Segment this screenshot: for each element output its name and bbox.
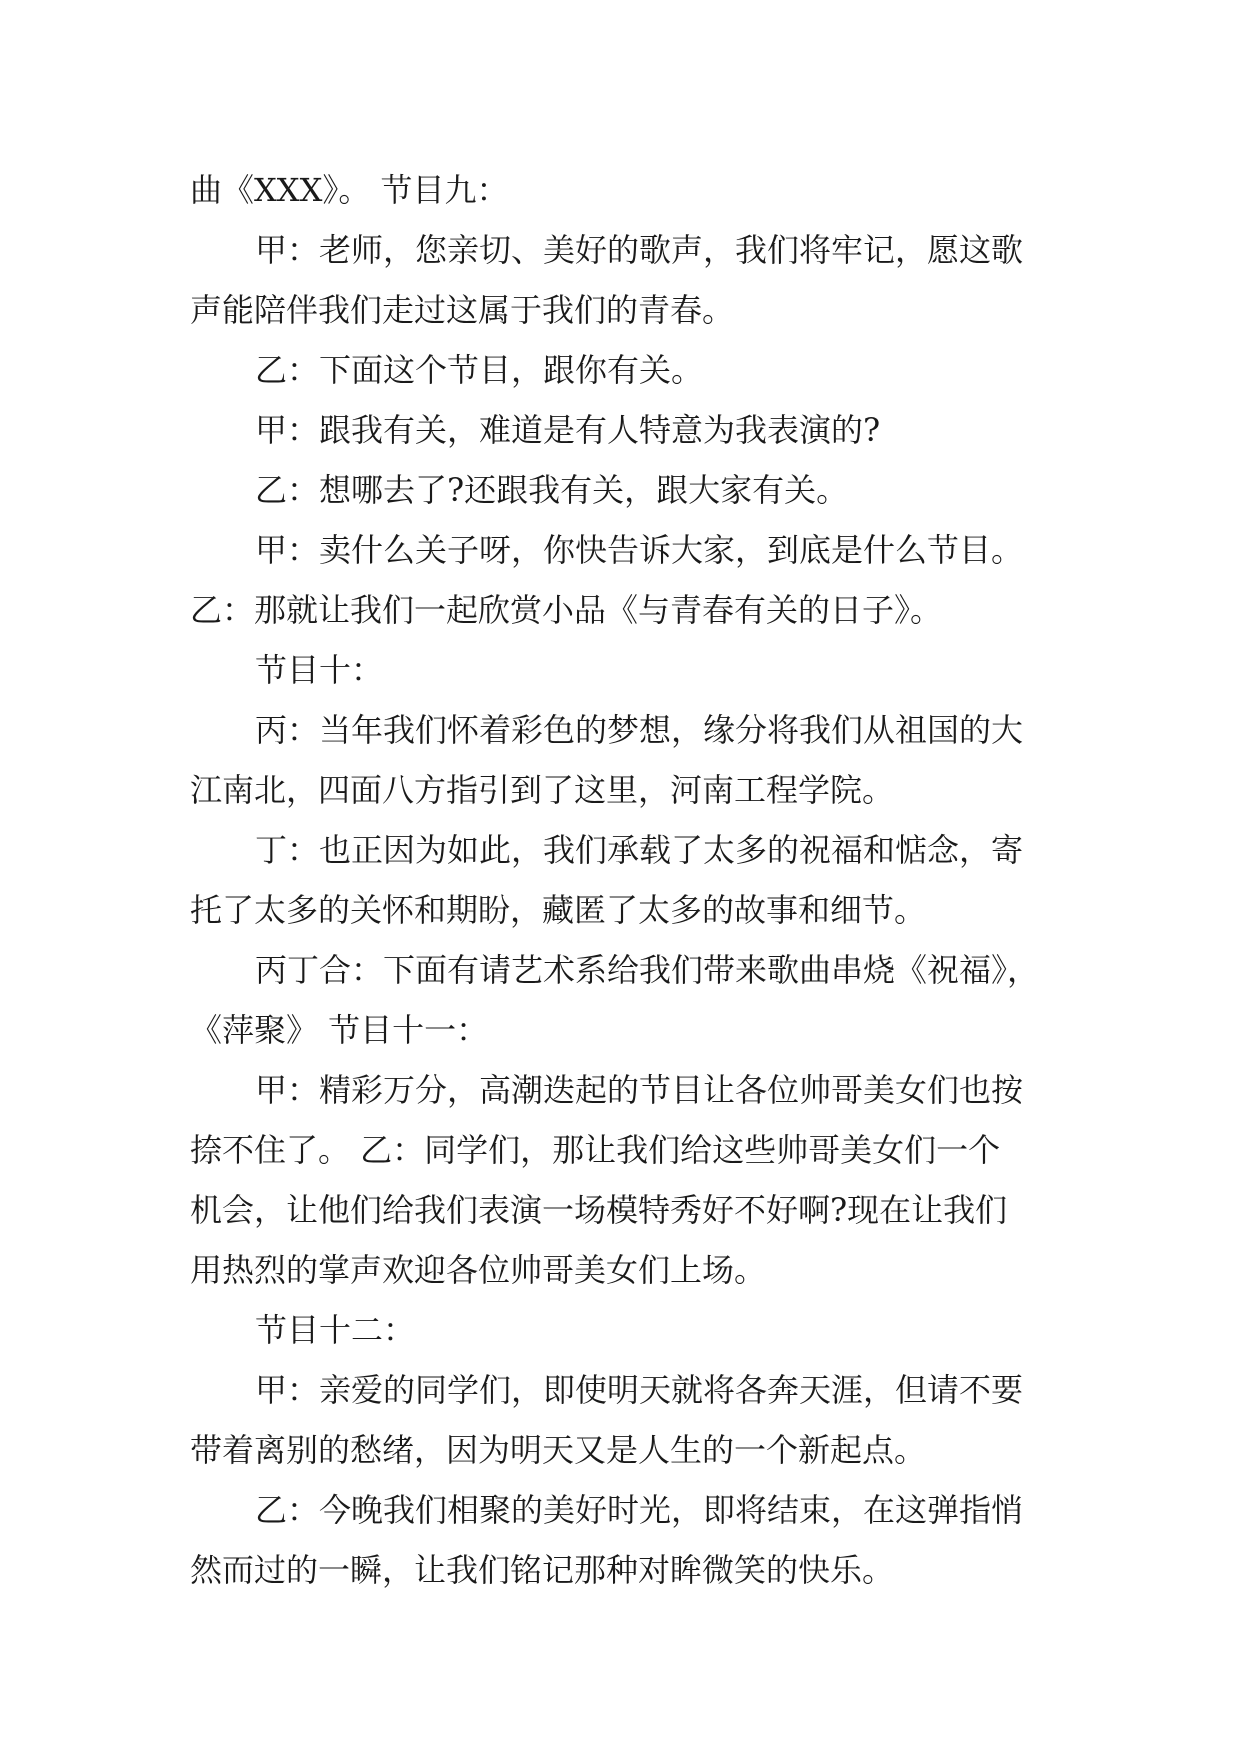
text-line: 丙：当年我们怀着彩色的梦想，缘分将我们从祖国的大	[255, 711, 1024, 749]
text-line: 甲：卖什么关子呀，你快告诉大家，到底是什么节目。	[255, 531, 1024, 569]
document-body	[190, 160, 1090, 1600]
text-line: 节目十：	[255, 651, 384, 689]
text-line: 用热烈的掌声欢迎各位帅哥美女们上场。	[190, 1251, 767, 1289]
text-line: 声能陪伴我们走过这属于我们的青春。	[190, 291, 735, 329]
text-line: 丁：也正因为如此，我们承载了太多的祝福和惦念，寄	[255, 831, 1024, 869]
text-line: 带着离别的愁绪，因为明天又是人生的一个新起点。	[190, 1431, 927, 1469]
text-line: 曲《XXX》。 节目九：	[190, 171, 509, 209]
text-line: 乙：想哪去了?还跟我有关，跟大家有关。	[255, 471, 849, 509]
text-line: 乙：下面这个节目，跟你有关。	[255, 351, 704, 389]
text-line: 乙：今晚我们相聚的美好时光，即将结束，在这弹指悄	[255, 1491, 1024, 1529]
text-line: 甲：精彩万分，高潮迭起的节目让各位帅哥美女们也按	[255, 1071, 1024, 1109]
text-line: 乙：那就让我们一起欣赏小品《与青春有关的日子》。	[190, 591, 943, 629]
text-line: 甲：亲爱的同学们，即使明天就将各奔天涯，但请不要	[255, 1371, 1024, 1409]
text-line: 甲：老师，您亲切、美好的歌声，我们将牢记，愿这歌	[255, 231, 1024, 269]
text-line: 《萍聚》 节目十一：	[190, 1011, 489, 1049]
text-line: 节目十二：	[255, 1311, 416, 1349]
text-line: 然而过的一瞬，让我们铭记那种对眸微笑的快乐。	[190, 1551, 895, 1589]
text-line: 托了太多的关怀和期盼，藏匿了太多的故事和细节。	[190, 891, 927, 929]
text-line: 机会，让他们给我们表演一场模特秀好不好啊?现在让我们	[190, 1191, 1008, 1229]
text-line: 江南北，四面八方指引到了这里，河南工程学院。	[190, 771, 895, 809]
text-line: 甲：跟我有关，难道是有人特意为我表演的?	[255, 411, 881, 449]
text-line: 捺不住了。 乙：同学们，那让我们给这些帅哥美女们一个	[190, 1131, 1001, 1169]
text-line: 丙丁合：下面有请艺术系给我们带来歌曲串烧《祝福》，	[255, 951, 1040, 989]
